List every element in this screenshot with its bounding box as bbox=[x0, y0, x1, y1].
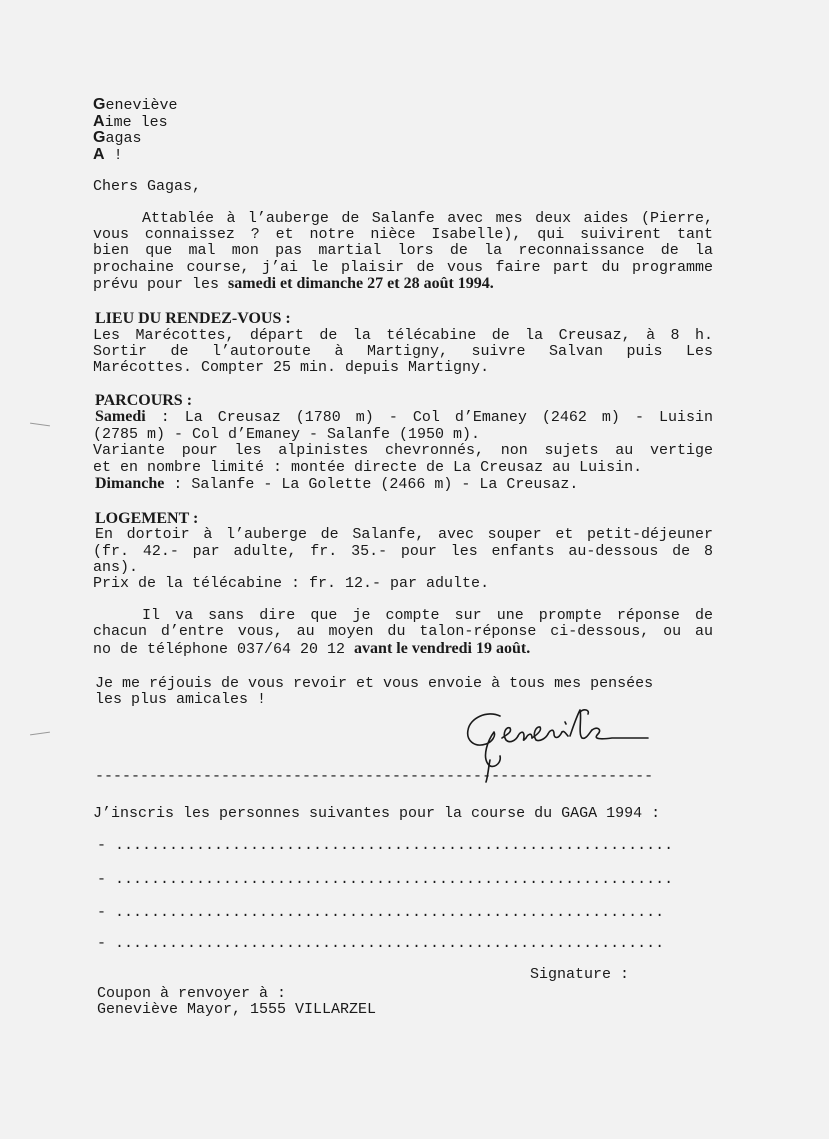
dimanche-line bbox=[95, 475, 578, 493]
intro-line: prochaine course, j’ai le plaisir de vous faire part du programme bbox=[93, 259, 713, 276]
variante-line: Variante pour les alpinistes chevronnés, non sujets au vertige bbox=[93, 442, 713, 459]
return-address: Geneviève Mayor, 1555 VILLARZEL bbox=[97, 1001, 377, 1018]
logement-line: Prix de la télécabine : fr. 12.- par adulte. bbox=[93, 575, 490, 592]
parcours-heading: PARCOURS : bbox=[95, 392, 193, 409]
intro-line: Attablée à l’auberge de Salanfe avec mes deux aides (Pierre, bbox=[142, 210, 713, 227]
acrostic-line bbox=[93, 96, 177, 114]
response-line: Il va sans dire que je compte sur une prompte réponse de bbox=[142, 607, 713, 624]
response-line: chacun d’entre vous, au moyen du talon-réponse ci-dessous, ou au bbox=[93, 623, 713, 640]
rendezvous-heading: LIEU DU RENDEZ-VOUS : bbox=[95, 310, 291, 327]
acrostic-rest: eneviève bbox=[105, 97, 178, 114]
entry-line: - ............................................................. bbox=[97, 935, 665, 952]
rendezvous-line: Les Marécottes, départ de la télécabine de la Creusaz, à 8 h. bbox=[93, 327, 713, 344]
dimanche-route: : Salanfe - La Golette (2466 m) - La Creusaz. bbox=[164, 476, 579, 493]
intro-last-suffix: . bbox=[489, 275, 494, 292]
logement-line: (fr. 42.- par adulte, fr. 35.- pour les enfants au-dessous de 8 bbox=[93, 543, 713, 560]
acrostic-initial: G bbox=[93, 129, 106, 146]
return-label: Coupon à renvoyer à : bbox=[97, 985, 287, 1002]
acrostic-initial: A bbox=[93, 146, 105, 163]
intro-last-line bbox=[93, 275, 494, 293]
closing-line: les plus amicales ! bbox=[95, 691, 267, 708]
entry-line: - .............................................................. bbox=[97, 871, 674, 888]
samedi-line-2: (2785 m) - Col d’Emaney - Salanfe (1950 m). bbox=[93, 426, 481, 443]
acrostic-initial: G bbox=[93, 96, 106, 113]
entry-line: - .............................................................. bbox=[97, 837, 674, 854]
logement-line: ans). bbox=[93, 559, 139, 576]
closing-line: Je me réjouis de vous revoir et vous envoie à tous mes pensées bbox=[95, 675, 654, 692]
acrostic-rest: agas bbox=[105, 130, 142, 147]
scan-mark bbox=[30, 732, 50, 736]
intro-last-prefix: prévu pour les bbox=[93, 276, 229, 293]
phone-text: no de téléphone 037/64 20 12 bbox=[93, 641, 355, 658]
intro-line: vous connaissez ? et notre nièce Isabelle), qui suivirent tant bbox=[93, 226, 713, 243]
acrostic-initial: A bbox=[93, 113, 105, 130]
coupon-heading: J’inscris les personnes suivantes pour la course du GAGA 1994 : bbox=[93, 805, 661, 822]
logement-line: En dortoir à l’auberge de Salanfe, avec souper et petit-déjeuner bbox=[95, 526, 713, 543]
variante-line-2: et en nombre limité : montée directe de La Creusaz au Luisin. bbox=[93, 459, 643, 476]
cut-line: -------------------------------------------------------------- bbox=[95, 768, 654, 785]
response-last-suffix: . bbox=[526, 640, 531, 657]
rendezvous-line: Sortir de l’autoroute à Martigny, suivre Salvan puis Les bbox=[93, 343, 713, 360]
event-dates: samedi et dimanche 27 et 28 août 1994 bbox=[228, 275, 490, 292]
dimanche-label: Dimanche bbox=[95, 475, 165, 492]
logement-heading: LOGEMENT : bbox=[95, 510, 199, 527]
response-last-line bbox=[93, 640, 530, 658]
samedi-route: : La Creusaz (1780 m) - Col d’Emaney (2462 m) - Luisin bbox=[145, 409, 713, 426]
scan-mark bbox=[30, 423, 50, 427]
deadline: avant le vendredi 19 août bbox=[354, 640, 527, 657]
samedi-line bbox=[95, 408, 713, 426]
rendezvous-line: Marécottes. Compter 25 min. depuis Martigny. bbox=[93, 359, 490, 376]
entry-line: - ............................................................. bbox=[97, 904, 665, 921]
salutation: Chers Gagas, bbox=[93, 178, 202, 195]
signature-label: Signature : bbox=[530, 966, 630, 983]
acrostic-rest: ime les bbox=[104, 114, 168, 131]
acrostic-line bbox=[93, 129, 141, 147]
acrostic-line bbox=[93, 146, 123, 164]
acrostic-rest: ! bbox=[104, 147, 123, 164]
samedi-label: Samedi bbox=[95, 408, 146, 425]
intro-line: bien que mal mon pas martial lors de la reconnaissance de la bbox=[93, 242, 713, 259]
